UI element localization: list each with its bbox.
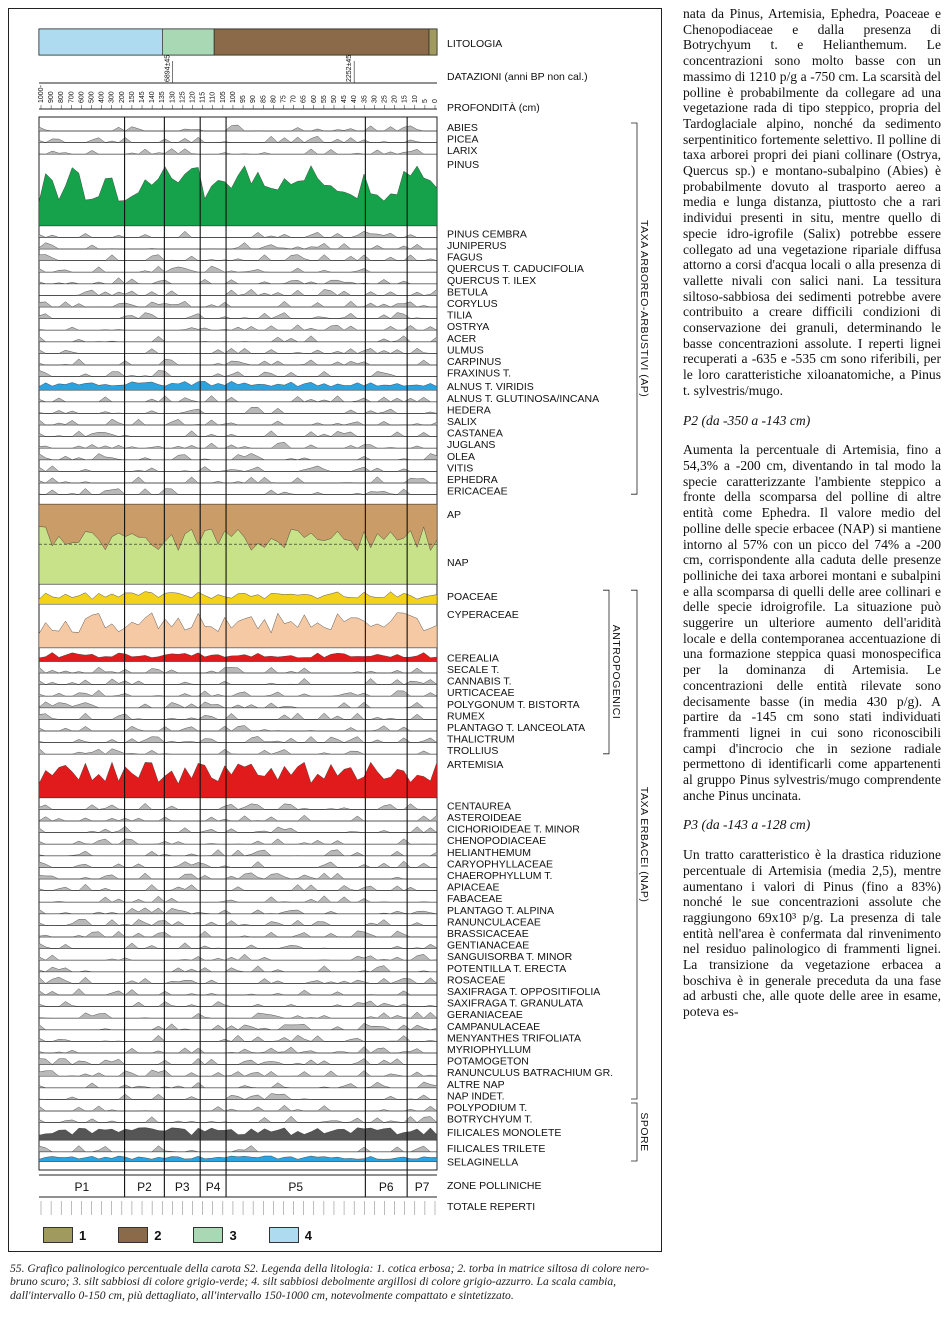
track-label-litologia: LITOLOGIA <box>447 38 503 50</box>
taxon-curve <box>39 884 437 890</box>
taxon-curve <box>39 442 437 448</box>
taxon-label: PLANTAGO T. LANCEOLATA <box>447 722 586 734</box>
date-label: 2252±45 <box>346 54 354 82</box>
depth-tick-label: 145 <box>139 91 147 103</box>
depth-tick-label: 95 <box>240 95 248 103</box>
taxon-label: ALTRE NAP <box>447 1078 505 1091</box>
taxon-label: CAMPANULACEAE <box>447 1020 541 1033</box>
taxon-label: JUNIPERUS <box>447 240 507 252</box>
taxon-curve <box>39 1156 437 1161</box>
taxon-curve <box>39 255 437 261</box>
taxon-label: CARYOPHYLLACEAE <box>447 858 554 871</box>
track-label-totale-reperti: TOTALE REPERTI <box>447 1201 536 1213</box>
depth-tick-label: 135 <box>159 91 167 103</box>
depth-tick-label: 0 <box>432 99 439 103</box>
taxon-curve <box>39 850 437 856</box>
depth-tick-label: 700 <box>68 91 76 103</box>
taxon-label: BETULA <box>447 286 488 299</box>
taxon-curve <box>39 748 437 754</box>
taxon-label: CORYLUS <box>447 298 498 310</box>
taxa-labels <box>447 122 613 1168</box>
zone-label: P1 <box>74 1180 90 1194</box>
taxon-curve <box>39 125 437 131</box>
track-label-datazioni: DATAZIONI (anni BP non cal.) <box>447 71 588 83</box>
total-counts <box>41 1201 435 1215</box>
taxon-label: BRASSICACEAE <box>447 928 529 940</box>
taxon-label: POACEAE <box>447 591 498 604</box>
paragraph-p3: Un tratto caratteristico è la drastica riduzione percentuale di Artemisia (media 2,5), mentre aumentano i valori di Pinus (fino a 83%) nonché le sue concentrazioni assolute che raggiungono 69x10³ p/g. La presenza di tale entità nell'area è confermata dal rinvenimento nel residuo palinologico di frammenti lignei. La transizione da vegetazione erbacea a boschiva è in generale preceduta da una fase ad arbusti che, alle quote delle aree in esame, poteva es- <box>683 847 941 1020</box>
depth-tick-label: 50 <box>330 95 338 103</box>
taxon-label: VITIS <box>447 462 474 475</box>
taxon-label: SAXIFRAGA T. GRANULATA <box>447 997 583 1010</box>
taxon-label: APIACEAE <box>447 881 500 894</box>
taxon-curve <box>39 381 437 390</box>
depth-tick-label: 800 <box>58 91 66 103</box>
depth-tick-label: 20 <box>391 95 399 103</box>
taxon-label: SAXIFRAGA T. OPPOSITIFOLIA <box>447 986 601 998</box>
legend-num-3: 3 <box>229 1227 237 1243</box>
depth-tick-label: 500 <box>88 91 96 103</box>
zone-label: P5 <box>288 1180 304 1194</box>
taxon-label: ABIES <box>447 122 478 134</box>
taxon-curve <box>39 653 437 662</box>
taxon-label: CASTANEA <box>447 427 503 440</box>
taxon-curve <box>39 231 437 237</box>
taxon-label: CENTAUREA <box>447 800 511 813</box>
taxon-label: SANGUISORBA T. MINOR <box>447 951 573 964</box>
depth-tick-label: 10 <box>411 95 419 103</box>
taxon-curve <box>39 1001 437 1007</box>
legend-item-1 <box>43 1227 86 1243</box>
taxon-curve <box>39 396 437 402</box>
taxon-label: OSTRYA <box>447 321 490 334</box>
legend-item-4 <box>269 1227 312 1243</box>
taxon-curve <box>39 977 437 983</box>
taxon-curve <box>39 453 437 459</box>
taxon-label: PICEA <box>447 133 479 146</box>
taxon-label: TROLLIUS <box>447 745 499 758</box>
taxon-curve <box>39 348 437 353</box>
legend-swatch-2 <box>118 1227 148 1243</box>
depth-tick-label: 70 <box>290 95 298 103</box>
depth-tick-label: 60 <box>310 95 318 103</box>
taxon-curve <box>39 1047 437 1053</box>
taxon-curve <box>39 1058 437 1064</box>
taxon-label: POTAMOGETON <box>447 1055 529 1068</box>
heading-p2: P2 (da -350 a -143 cm) <box>683 412 811 428</box>
legend-num-1: 1 <box>79 1227 87 1243</box>
taxon-curve <box>39 736 437 742</box>
taxon-label: LARIX <box>447 145 478 158</box>
taxon-curve <box>39 359 437 365</box>
taxon-label: SALIX <box>447 416 477 428</box>
pollen-zones <box>39 1175 437 1197</box>
depth-tick-label: 120 <box>189 91 197 103</box>
taxon-curve <box>39 1105 437 1111</box>
depth-tick-label: 40 <box>351 95 359 103</box>
taxon-label: PINUS CEMBRA <box>447 228 527 241</box>
litology-segment <box>39 29 162 55</box>
depth-tick-label: 115 <box>199 91 207 103</box>
taxon-label: POTENTILLA T. ERECTA <box>447 962 567 975</box>
paragraph-p2: Aumenta la percentuale di Artemisia, fino a 54,3% a -200 cm, diventando in tal modo la specie caratterizzante l'ambiente steppico a fronte della scomparsa del polline di altre entità come Ephedra. Il valore medio del polline delle specie erbacee (NAP) si mantiene intorno al 57% con un picco del 74% a -200 cm, corrispondente alla caduta delle presenze polliniche dei taxa arborei montani e subalpini e alla scomparsa di quelli delle aree collinari e delle specie idroigrofile. La situazione può suggerire un ulteriore aumento dell'aridità locale e della contemporanea accentuazione di una formazione steppica quasi monospecifica per la dominanza di Artemisia. Le concentrazioni delle entità rilevate sono decisamente basse (in media 430 p/g). A partire da -145 cm sono stati individuati frammenti lignei in cui sono riconoscibili campi d'incrocio che in sezione radiale permettono di identificarli come appartenenti al gruppo Pinus sylvestris/mugo comprendente anche Pinus uncinata. <box>683 442 941 803</box>
taxon-label: CYPERACEAE <box>447 608 519 621</box>
taxon-label: SELAGINELLA <box>447 1156 519 1169</box>
depth-tick-label: 45 <box>341 95 349 103</box>
taxon-curve <box>39 1082 437 1088</box>
depth-tick-label: 1000- <box>38 85 45 103</box>
taxon-curve <box>39 826 437 832</box>
taxon-curve <box>39 690 437 696</box>
taxon-label: QUERCUS T. ILEX <box>447 274 537 287</box>
depth-tick-label: 35 <box>361 95 369 103</box>
taxon-label: URTICACEAE <box>447 687 515 700</box>
taxon-curve <box>39 325 437 330</box>
litology-bar <box>39 29 437 55</box>
taxon-curve <box>39 1035 437 1041</box>
taxon-label: TILIA <box>447 309 473 322</box>
track-label-profondita: PROFONDITÀ (cm) <box>447 102 540 114</box>
taxon-label: MENYANTHES TRIFOLIATA <box>447 1032 581 1045</box>
depth-tick-label: 5 <box>421 99 429 103</box>
taxon-curve <box>39 896 437 902</box>
taxon-curve <box>39 136 437 142</box>
taxon-curve <box>39 149 437 155</box>
taxon-curve <box>39 713 437 719</box>
depth-tick-label: 90 <box>250 95 258 103</box>
taxon-curve <box>39 667 437 673</box>
taxon-curve <box>39 1146 437 1152</box>
group-bracket <box>631 590 637 1099</box>
ap-label: AP <box>447 509 462 522</box>
taxon-label: CHAEROPHYLLUM T. <box>447 870 553 882</box>
taxon-curve <box>39 839 437 844</box>
litology-segment <box>429 29 437 55</box>
taxon-label: GENTIANACEAE <box>447 939 530 952</box>
group-bracket <box>631 1103 637 1161</box>
taxon-label: ASTEROIDEAE <box>447 812 522 824</box>
depth-tick-label: 15 <box>401 95 409 103</box>
taxon-curve <box>39 431 437 437</box>
depth-scale <box>38 84 439 109</box>
taxon-curve <box>39 943 437 949</box>
paragraph-p1: nata da Pinus, Artemisia, Ephedra, Poaceae e Chenopodiaceae e dalla presenza di Botrychyum t. e Helianthemum. Le concentrazioni sono molto basse con un massimo di 1210 p/g a -750 cm. La scarsità del polline è probabilmente da collegare ad una vegetazione rada di tipo steppico, propria del Tardoglaciale alpino, nonché da sedimento serpentinitico fortemente selettivo. Il polline di taxa arborei propri dei piani collinare (Ostrya, Quercus sp.) e montano-subalpino (Abies) è probabilmente dovuto al trasporto aereo a media e lunga distanza, piuttosto che a rari individui presenti in situ, mentre quello di specie idro-igrofile (Salix) potrebbe essere collegato ad una vegetazione ripariale diffusa attorno a corsi d'acqua locali o alla presenza di vallette nivali con salici nani. La tessitura siltoso-sabbiosa dei sedimenti potrebbe avere contribuito a creare difficili condizioni di conservazione dei granuli, determinando le basse concentrazioni assolute. I reperti lignei recuperati a -635 e -535 cm sono riferibili, per le loro caratteristiche xiloanatomiche, a Pinus t. sylvestris/mugo. <box>683 6 941 398</box>
taxon-label: ACER <box>447 332 477 345</box>
taxon-label: FILICALES MONOLETE <box>447 1127 562 1140</box>
taxon-label: FRAXINUS T. <box>447 367 511 380</box>
taxon-label: JUGLANS <box>447 439 496 452</box>
group-label: TAXA ERBACEI (NAP) <box>638 786 650 903</box>
depth-tick-label: 150 <box>128 91 136 103</box>
taxon-label: QUERCUS T. CADUCIFOLIA <box>447 263 584 276</box>
taxon-label: CEREALIA <box>447 652 499 665</box>
taxon-curve <box>39 1070 437 1076</box>
litology-segment <box>214 29 429 55</box>
taxon-curve <box>39 313 437 319</box>
taxon-label: FABACEAE <box>447 893 503 906</box>
taxon-curve <box>39 702 437 708</box>
depth-tick-label: 25 <box>381 95 389 103</box>
taxon-curve <box>39 336 437 342</box>
group-label: ANTROPOGENICI <box>610 624 622 720</box>
zone-label: P7 <box>414 1180 430 1194</box>
taxon-label: EPHEDRA <box>447 474 498 486</box>
taxon-label: FAGUS <box>447 251 483 264</box>
group-label: TAXA ARBOREO-ARBUSTIVI (AP) <box>638 219 650 398</box>
taxon-curve <box>39 954 437 960</box>
taxon-curve <box>39 1094 437 1100</box>
taxon-label: ROSACEAE <box>447 974 506 987</box>
body-text-column <box>683 6 941 1034</box>
taxon-curve <box>39 489 437 495</box>
legend-num-2: 2 <box>154 1227 162 1243</box>
track-label-zone-polliniche: ZONE POLLINICHE <box>447 1180 542 1192</box>
taxon-label: FILICALES TRILETE <box>447 1142 546 1155</box>
legend-item-3 <box>193 1227 236 1243</box>
taxon-label: SECALE T. <box>447 664 500 676</box>
taxon-curve <box>39 815 437 821</box>
taxon-curve <box>39 266 437 272</box>
litology-segment <box>162 29 214 55</box>
taxon-label: PINUS <box>447 158 480 171</box>
taxon-curve <box>39 613 437 648</box>
taxon-label: HELIANTHEMUM <box>447 846 532 859</box>
taxon-label: GERANIACEAE <box>447 1009 523 1022</box>
date-label: 6894±45 <box>164 54 172 82</box>
taxon-label: BOTRYCHYUM T. <box>447 1113 533 1126</box>
taxon-label: MYRIOPHYLLUM <box>447 1044 532 1056</box>
taxon-label: ALNUS T. GLUTINOSA/INCANA <box>447 392 600 405</box>
taxon-curve <box>39 466 437 472</box>
taxon-label: OLEA <box>447 450 476 463</box>
taxon-curve <box>39 762 437 798</box>
taxon-curve <box>39 1023 437 1029</box>
taxon-label: ERICACEAE <box>447 485 508 498</box>
radiocarbon-dates <box>164 55 354 83</box>
taxon-curve <box>39 1012 437 1018</box>
taxon-curve <box>39 908 437 914</box>
legend-swatch-1 <box>43 1227 73 1243</box>
depth-tick-label: 200 <box>118 91 126 103</box>
taxon-label: CHENOPODIACEAE <box>447 835 547 848</box>
legend-swatch-3 <box>193 1227 223 1243</box>
taxon-curve <box>39 289 437 295</box>
taxon-label: POLYPODIUM T. <box>447 1102 528 1114</box>
legend-item-2 <box>118 1227 161 1243</box>
depth-tick-label: 125 <box>179 91 187 103</box>
legend-swatch-4 <box>269 1227 299 1243</box>
depth-tick-label: 55 <box>320 95 328 103</box>
taxon-curve <box>39 301 437 307</box>
taxon-label: PLANTAGO T. ALPINA <box>447 904 554 917</box>
taxon-curve <box>39 419 437 425</box>
taxon-curve <box>39 873 437 879</box>
group-bracket <box>631 123 637 494</box>
taxon-curve <box>39 989 437 995</box>
depth-tick-label: 600 <box>78 91 86 103</box>
depth-tick-label: 80 <box>270 95 278 103</box>
group-label: SPORE <box>638 1112 650 1152</box>
depth-tick-label: 130 <box>169 91 177 103</box>
taxon-label: POLYGONUM T. BISTORTA <box>447 698 580 711</box>
taxon-label: RANUNCULACEAE <box>447 916 541 929</box>
depth-tick-label: 900 <box>48 91 56 103</box>
taxon-label: RUMEX <box>447 710 485 723</box>
depth-tick-label: 75 <box>280 95 288 103</box>
zone-label: P2 <box>137 1180 152 1194</box>
heading-p3: P3 (da -143 a -128 cm) <box>683 817 811 833</box>
taxon-curve <box>39 678 437 684</box>
taxon-curve <box>39 1116 437 1122</box>
taxon-label: RANUNCULUS BATRACHIUM GR. <box>447 1067 614 1080</box>
pollen-diagram-figure <box>8 8 662 1252</box>
taxon-label: ARTEMISIA <box>447 758 504 771</box>
depth-tick-label: 85 <box>260 95 268 103</box>
depth-tick-label: 110 <box>209 91 217 103</box>
taxon-curve <box>39 861 437 867</box>
taxon-curve <box>39 243 437 249</box>
depth-tick-label: 300 <box>108 91 116 103</box>
zone-label: P6 <box>378 1180 394 1194</box>
pollen-diagram <box>9 9 661 1219</box>
figure-caption: 55. Grafico palinologico percentuale della carota S2. Legenda della litologia: 1. cotica erbosa; 2. torba in matrice siltosa di colore nero-bruno scuro; 3. silt sabbiosi di colore grigio-verde; 4. silt sabbiosi debolmente argillosi di colore grigio-azzurro. La scala cambia, dall'intervallo 0-150 cm, più dettagliato, all'intervallo 150-1000 cm, notevolmente compattato e sintetizzato. <box>10 1262 650 1302</box>
taxon-curve <box>39 1128 437 1141</box>
taxon-curve <box>39 803 437 809</box>
legend-num-4: 4 <box>304 1227 312 1243</box>
depth-tick-label: 100 <box>229 91 237 103</box>
taxon-curve <box>39 726 437 731</box>
taxon-curve <box>39 477 437 483</box>
depth-tick-label: 140 <box>149 91 157 103</box>
litology-legend <box>43 1227 312 1243</box>
group-brackets <box>603 123 650 1161</box>
depth-tick-label: 65 <box>300 95 308 103</box>
nap-label: NAP <box>447 557 469 570</box>
taxon-curve <box>39 407 437 413</box>
taxon-curve <box>39 592 437 605</box>
taxon-curve <box>39 166 437 226</box>
group-bracket <box>603 590 609 754</box>
depth-tick-label: 30 <box>371 95 379 103</box>
taxon-label: THALICTRUM <box>447 733 515 746</box>
taxon-label: NAP INDET. <box>447 1090 505 1103</box>
taxon-label: HEDERA <box>447 404 491 417</box>
pollen-curves <box>39 125 437 1161</box>
taxon-label: CANNABIS T. <box>447 675 512 688</box>
taxon-curve <box>39 919 437 925</box>
depth-tick-label: 400 <box>98 91 106 103</box>
taxon-curve <box>39 966 437 972</box>
depth-tick-label: 105 <box>219 91 227 103</box>
taxon-label: ULMUS <box>447 344 484 357</box>
zone-label: P3 <box>174 1180 190 1194</box>
taxon-curve <box>39 278 437 284</box>
taxon-curve <box>39 370 437 376</box>
taxon-label: CARPINUS <box>447 356 502 368</box>
taxon-label: ALNUS T. VIRIDIS <box>447 381 534 394</box>
zone-label: P4 <box>205 1180 221 1194</box>
taxon-label: CICHORIOIDEAE T. MINOR <box>447 823 580 836</box>
taxon-curve <box>39 931 437 937</box>
